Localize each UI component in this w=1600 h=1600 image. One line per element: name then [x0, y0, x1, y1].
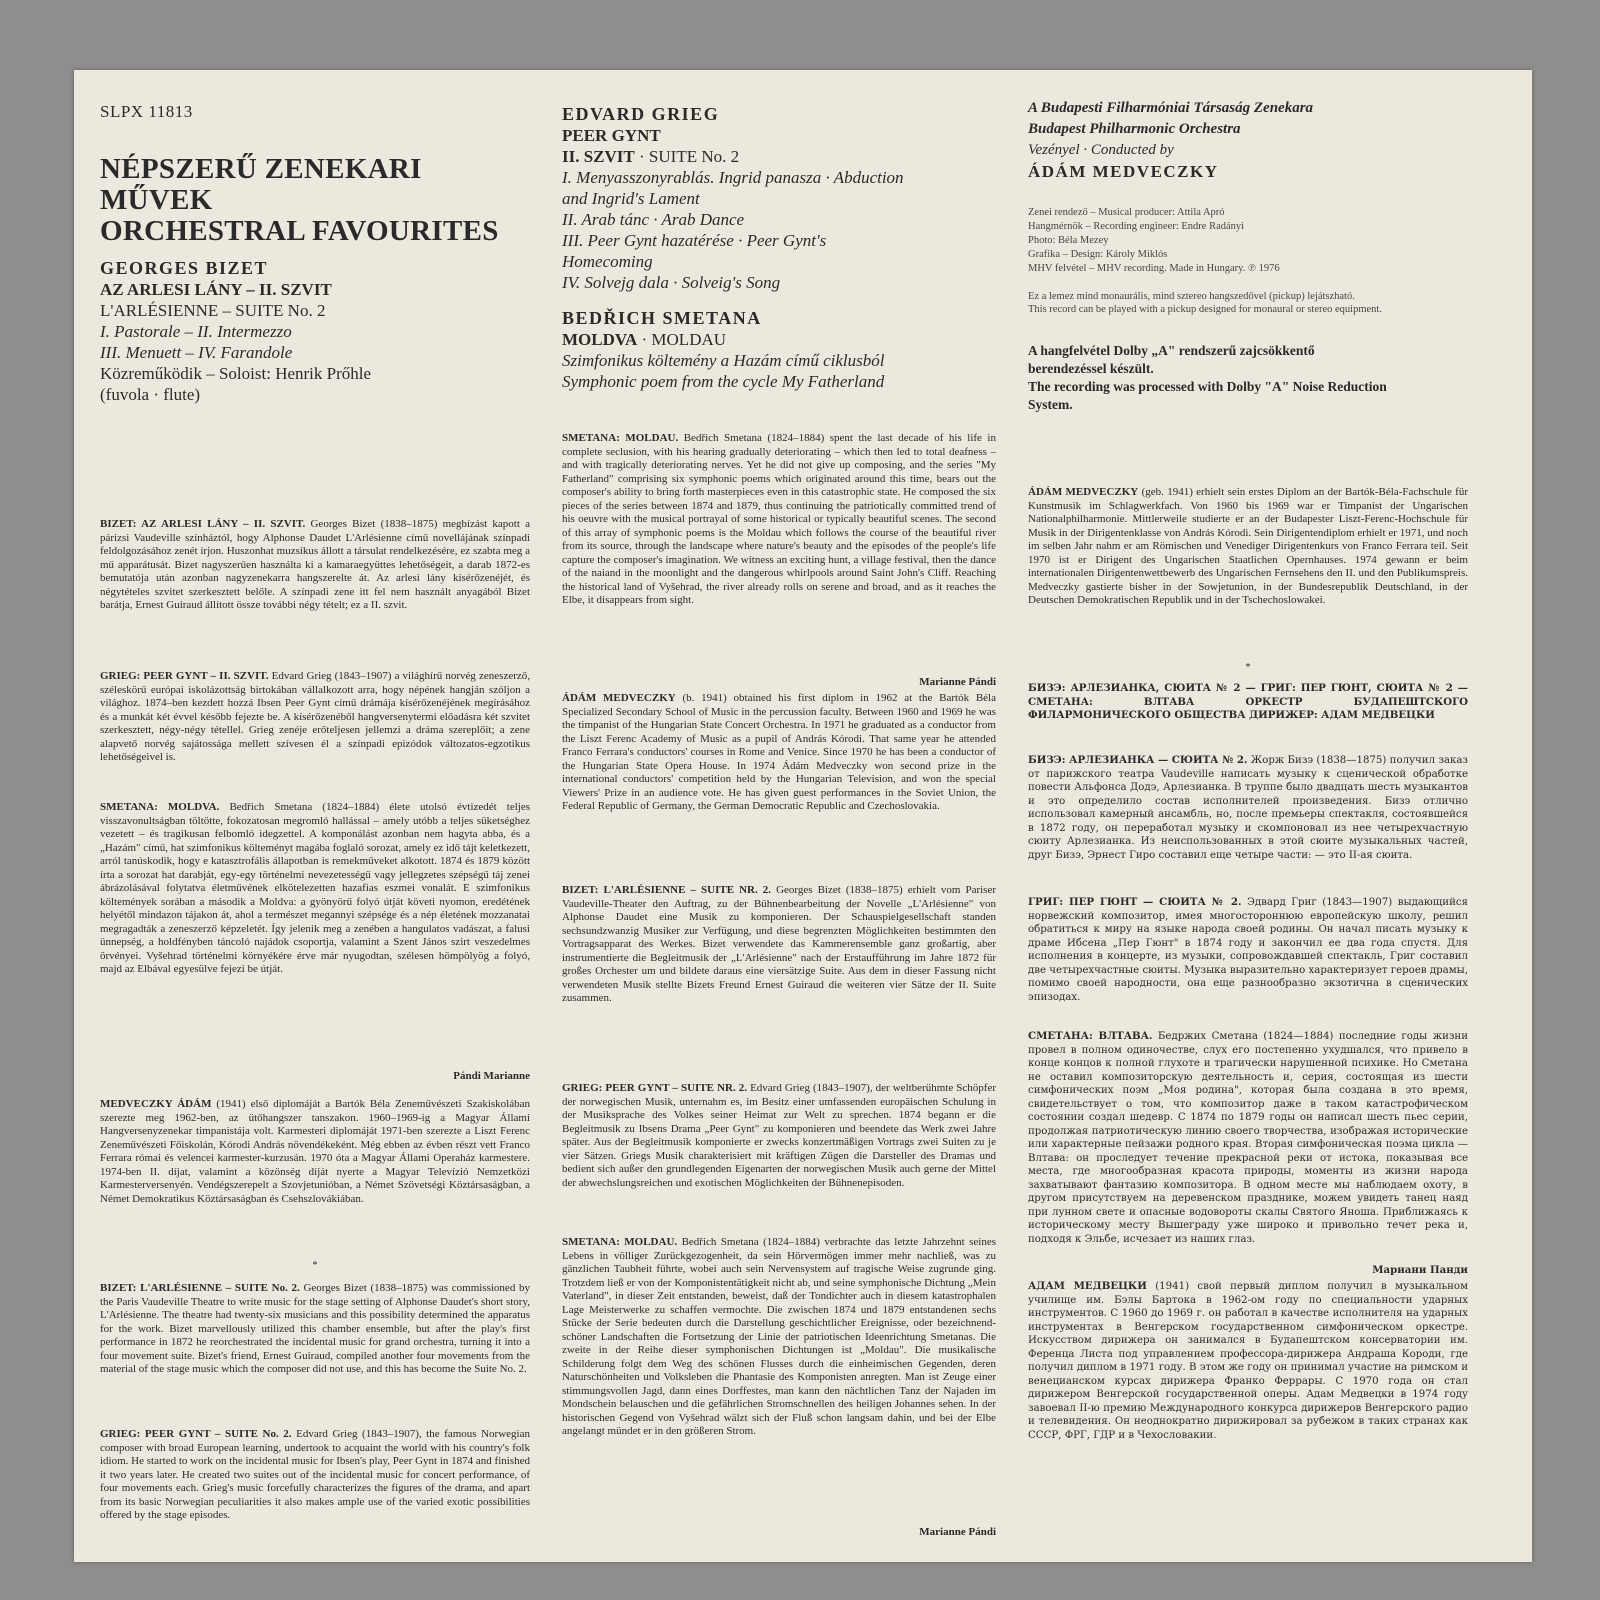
ru-grieg-note: ГРИГ: ПЕР ГЮНТ — СЮИТА № 2. Эдвард Григ (1843—1907) выдающийся норвежский композитор, имея многостороннюю европейскую школу, решил обратиться к миру на языке народа своей родины. Он начал писать музыку к драме Ибсена „Пер Гюнт" в 1874 году и закончил ее два года спустя. Для исполнения в концерте, из музыки, сопровождавшей спектакль, Григ составил две четырехчастные сюиты. Музыка выразительно характеризует героев драмы, помимо своей народности, она еще разнообразно экзотична в сценических эпизодах. [1028, 896, 1468, 1003]
ru-bizet-note: БИЗЭ: АРЛЕЗИАНКА — СЮИТА № 2. Жорж Бизэ (1838—1875) получил заказ от парижского театра Vaudeville написать музыку к сценической обработке повести Альфонса Додэ, Арлезианка. В труппе было двадцать шесть музыкантов и это определило состав исполнителей произведения. Бизэ отлично использовал камерный ансамбль, но, после премьеры спектакля, состоявшейся в 1872 году, он переработал музыку и скомпоновал из нее четырехчастную сюиту Арлезианка. Из неиспользованных в этой сюите музыкальных частей, друг Бизэ, Эрнест Гиро составил еще четыре части: — это II-ая сюита. [1028, 754, 1468, 861]
bizet-program [100, 258, 371, 405]
ru-header: БИЗЭ: АРЛЕЗИАНКА, СЮИТА № 2 — ГРИГ: ПЕР ГЮНТ, СЮИТА № 2 — СМЕТАНА: ВЛТАВА ОРКЕСТР БУДАПЕШТСКОГО ФИЛАРМОНИЧЕСКОГО ОБЩЕСТВА ДИРИЖЕР: АДАМ МЕДВЕЦКИ [1028, 682, 1468, 721]
grieg-movement-2: II. Arab tánc · Arab Dance [562, 210, 745, 229]
de-medveczky-note: ÁDÁM MEDVECZKY (geb. 1941) erhielt sein erstes Diplom an der Bartók-Béla-Fachschule für Kunstmusik im Schlagwerkfach. Von 1960 bis 1969 war er Timpanist der Ungarischen Nationalphilharmonie. Mittlerweile studierte er an der Budapester Liszt-Ferenc-Hochschule für Musik in der Dirigentenklasse von András Kórodi. Sein Dirigentendiplom erhielt er 1971, und noch im selben Jahr nahm er am Römischen und Venediger Dirigentenkurs von Franco Ferrara teil. Seit 1970 ist er Dirigent des Ungarischen Staatlichen Opernhauses. 1974 gewann er beim internationalen Dirigentenwettbewerb des Ungarischen Fernsehens den II. und den Publikumspreis. Medveczky gastierte bisher in der Sowjetunion, in der Bundesrepublik Deutschland, in der Deutschen Demokratischen Republik und in der Tschechoslowakei. [1028, 486, 1468, 606]
hu-smetana-note: SMETANA: MOLDVA. Bedřich Smetana (1824–1884) élete utolsó évtizedét teljes visszavonultságban töltötte, fokozatosan megromló hallással – amely utóbb a teljes süketséghez vezetett – és tragikusan felbomló idegzettel. A komponálást azonban nem hagyta abba, és a „Hazám" című, hat szimfonikus költeményt magába foglaló sorozat, amely ez idő tájt keletkezett, arról tanúskodik, hogy e katasztrofális állapotban is remekműveket alkotott. 1874 és 1879 között írta a sorozat hat darabját, egy-egy történelmi nevezetességű vagy jellegzetes szépségű táj zenei ábrázolásával folytatva életművének elkötelezetten hazafias eszmei vonalát. E szimfonikus költemények sorában a második a Moldva: a gyönyörű folyó útját követi nyomon, eredétének helyétől mindazon tájakon át, ahol a természet megannyi szépsége és a nép életének mozzanatai megragadták a zeneszerző képzeletét. Így jelenik meg a zenében a hangulatos vadászat, a falusi ünnepség, a holdfényben táncoló najádok csoportja, valamint a Szent János szirt veszedelmes örvényei. Vyšehrad történelmi környékére érve már nyugodtan, szélesen hömpölyög a folyó, majd az Elbával egyesülve fejezi be útját. [100, 801, 530, 975]
credit-producer: Zenei rendező – Musical producer: Attila Apró [1028, 207, 1225, 218]
en-smetana-note: SMETANA: MOLDAU. Bedřich Smetana (1824–1884) spent the last decade of his life in complete seclusion, with his hearing gradually deteriorating – which then led to total deafness – and with tragically deteriorating nerves. Yet he did not give up composing, and the series "My Fatherland" comprising six symphonic poems which originated around this time, bears out the composer's ability to bring forth masterpieces even in this catastrophic state. He composed the six pieces of the series between 1874 and 1879, thus continuing the patriotically committed trend of his oeuvre with the musical portrayal of some historical or typically beautiful scenes. The second of this array of symphonic poems is the Moldau which follows the course of the beautiful river from its source, through the landscape where nature's beauty and the episodes of the people's life capture the composer's imagination. We witness an exciting hunt, a village festival, then the dance of the naiand in the moonlight and the dangerous whirlpools around Saint John's Cliff. Reaching the historical land of Vyšehrad, the river already rolls on serene and broad, and as it reaches the Elbe, it disappears from sight. [562, 432, 996, 606]
grieg-suite-en: · SUITE No. 2 [639, 147, 740, 166]
grieg-program [562, 104, 904, 293]
de-grieg-note: GRIEG: PEER GYNT – SUITE NR. 2. Edvard Grieg (1843–1907), der weltberühmte Schöpfer der norwegischen Musik, unternahm es, im Besitz einer umfassenden europäischen Schulung in der Musiksprache des Volkes seiner Heimat zur Welt zu sprechen. 1874 begann er die Begleitmusik zu Ibsens Drama „Peer Gynt" zu komponieren und beendete das Werk zwei Jahre später. Aus der Begleitmusik komponierte er zwecks konzertmäßigen Vortrags zwei Suiten zu je vier Sätzen. Griegs Musik charakterisiert mit kräftigen Zügen die Darsteller des Dramas und bedient sich außer den grundlegenden Eigenarten der norwegischen Musik auch gerne der Mittel der abwechslungsreichen und exotischen Möglichkeiten der Bühnenepisoden. [562, 1082, 996, 1189]
smetana-composer: BEDŘICH SMETANA [562, 308, 762, 328]
smetana-work-en: · MOLDAU [641, 330, 727, 349]
hu-medveczky-note: MEDVECZKY ÁDÁM (1941) első diplomáját a Bartók Béla Zeneművészeti Szakiskolában szerezte meg 1962-ben, az ütőhangszer tanszakon. 1960–1969-ig a Magyar Állami Hangversenyzenekar timpanistája volt. Karmesteri diplomáját 1971-ben szerezte a Liszt Ferenc Zeneművészeti Főiskolán, Kórodi András növendékeként. Még ebben az évben részt vett Franco Ferrara római és velencei karmester-kurzusán. 1970 óta a Magyar Állami Operaház karmestere. 1974-ben II. díjat, valamint a közönség díját nyerte a Magyar Televízió Nemzetközi Karmesterversenyén. Vendégszerepelt a Szovjetunióban, a Német Szövetségi Köztársaságban, a Német Demokratikus Köztársaságban és Csehszlovákiában. [100, 1098, 530, 1205]
bizet-movements-2: III. Menuett – IV. Farandole [100, 343, 293, 362]
bizet-instrument: (fuvola · flute) [100, 385, 201, 404]
grieg-movement-3a: III. Peer Gynt hazatérése · Peer Gynt's [562, 231, 827, 250]
ru-medveczky-note: АДАМ МЕДВЕЦКИ (1941) свой первый диплом получил в музыкальном училище им. Бэлы Бартока в 1962-ом году по специальности ударных инструментов. С 1960 до 1969 г. он работал в качестве исполнителя на ударных инструментах в Венгерском государственном симфоническом оркестре. Искусством дирижера он занимался в Будапештском консерватории им. Ференца Листа под управлением профессора-дирижера Андраша Короди, где получил диплом в 1971 году. В этом же году он принимал участие на римском и венецианском курсах дирижера Франко Феррары. С 1970 года он стал дирижером Венгерской государственной оперы. Адам Медвецки в 1974 году завоевал II-ю премию Международного конкурса дирижеров Венгерского радио и телевидения. Он неоднократно дирижировал за рубежом в таких странах как СССР, ФРГ, ГДР и в Чехословакии. [1028, 1280, 1468, 1441]
grieg-work: PEER GYNT [562, 126, 661, 145]
hu-bizet-note: BIZET: AZ ARLESI LÁNY – II. SZVIT. Georges Bizet (1838–1875) megbízást kapott a párizsi Vaudeville színháztól, hogy Alphonse Daudet L'Arlésienne című novellájának színpadi feldolgozásához zenét írjon. Huszonhat muzsikus állott a társulat rendelkezésére, ez szabta meg a mű apparátusát. Bizet nagyszerűen használta ki a kamaraegyüttes lehetőségeit, a darab 1872-es bemutatója után azonban nagyzenekarra hangszerelte át. Az arlesi lány kísérőzenéjét, és négytételes szvitet szerkesztett belőle. A színpadi zene itt fel nem használt anyagából Bizet barátja, Ernest Guiraud állított össze további négy tételt; ez a II. szvit. [100, 518, 530, 611]
smetana-program [562, 308, 884, 392]
dolby-note [1028, 342, 1388, 414]
dolby-note-en: The recording was processed with Dolby "A" Noise Reduction System. [1028, 379, 1387, 412]
pickup-note-hu: Ez a lemez mind monaurális, mind sztereo hangszedővel (pickup) lejátszható. [1028, 291, 1355, 302]
signature-de: Marianne Pándi [919, 1526, 996, 1538]
en-medveczky-note: ÁDÁM MEDVECZKY (b. 1941) obtained his first diplom in 1962 at the Bartók Béla Specialized Secondary School of Music in the percussion faculty. Between 1960 and 1969 he was the timpanist of the Hungarian State Concert Orchestra. In 1971 he graduated as a conductor from the Liszt Ferenc Academy of Music as a pupil of András Kórodi. That same year he attended Franco Ferrara's conductors' courses in Rome and Venice. Since 1970 he has been a conductor of the Hungarian State Opera House. In 1974 Ádám Medveczky won second prize in the international conductors' competition held by the Hungarian Television, and won the special Viewers' Prize in an audience vote. He has given guest performances in the Soviet Union, the Federal Republic of Germany, the German Democratic Republic and Czechoslovakia. [562, 692, 996, 812]
dolby-note-hu: A hangfelvétel Dolby „A" rendszerű zajcsökkentő berendezéssel készült. [1028, 343, 1315, 376]
pickup-note-en: This record can be played with a pickup designed for monaural or stereo equipment. [1028, 304, 1382, 315]
credit-engineer: Hangmérnök – Recording engineer: Endre Radányi [1028, 221, 1245, 232]
en-bizet-note: BIZET: L'ARLÉSIENNE – SUITE No. 2. Georges Bizet (1838–1875) was commissioned by the Paris Vaudeville Theatre to write music for the stage setting of Alphonse Daudet's short story, L'Arlésienne. The theatre had twenty-six musicians and this possibility determined the apparatus for the work. Bizet marvellously utilized this chamber ensemble, but after the play's first performance in 1872 he reorchestrated the incidental music for grand orchestra, turning it into a four movement suite. Bizet's friend, Ernest Guiraud, compiled another four movements from the material of the stage music which the composer did not use, and this has become the Suite No. 2. [100, 1282, 530, 1375]
signature-en: Marianne Pándi [919, 676, 996, 688]
bizet-work-en: L'ARLÉSIENNE – SUITE No. 2 [100, 301, 326, 320]
hu-grieg-note: GRIEG: PEER GYNT – II. SZVIT. Edvard Grieg (1843–1907) a világhírű norvég zeneszerző, széleskörű európai iskolázottság birtokában vállalkozott arra, hogy népének hangján szóljon a világhoz. 1874–ben kezdett hozzá Ibsen Peer Gynt című drámája kísérőzenéjének megírásához és a munkát két évvel később fejezte be. A kísérőzenéből hangversenytermi előadásra két szvitet szerkesztett, négy-négy tétellel. Grieg zenéje erőteljesen jellemzi a dráma szereplőit; a zene alapvető norvég sajátossága mellett szívesen él a színpadi epizódok változatos-egzotikus lehetőségeivel is. [100, 670, 530, 763]
catalog-number: SLPX 11813 [100, 102, 193, 121]
ru-smetana-note: СМЕТАНА: ВЛТАВА. Бедржих Сметана (1824—1884) последние годы жизни провел в полном одиночестве, слух его постепенно ухудшался, что привело в конце концов к полной глухоте и трагически нарушенной психике. Но Сметана не оставил композиторскую деятельность и, серия, состоящая из шести симфонических поэм „Моя родина", которая была создана в это время, свидетельствует о том, что композитор даже в таком катастрофическом состоянии создал шедевр. С 1874 по 1879 годы он написал шесть пьес серии, продолжая патриотическую линию своего творчества, изображая исторические или характерные пейзажи родного края. Вторая симфоническая поэма цикла — Влтава: он проследует течение прекрасной реки от истока, показывая все места, где многообразная красота природы, моменты из жизни народа захватывают фантазию композитора. В одном месте мы наблюдаем охоту, в другом присутствуем на деревенском празднике, можем увидеть танец наяд при лунном свете и опасные водовороты скалы Святого Яноша. Приближаясь к историческому месту Вышеграду уже широко и привольно течет река и, подходя к Эльбе, исчезает из наших глаз. [1028, 1030, 1468, 1245]
grieg-movement-1b: and Ingrid's Lament [562, 189, 700, 208]
credit-photo: Photo: Béla Mezey [1028, 235, 1109, 246]
smetana-desc-en: Symphonic poem from the cycle My Fatherland [562, 372, 885, 391]
conductor-name: ÁDÁM MEDVECZKY [1028, 162, 1219, 181]
de-bizet-note: BIZET: L'ARLÉSIENNE – SUITE NR. 2. Georges Bizet (1838–1875) erhielt vom Pariser Vaudeville-Theater den Auftrag, zu der Bühnenbearbeitung der Novelle „L'Arlésienne" von Alphonse Daudet eine Musik zu komponieren. Der Schauspielgesellschaft standen sechsundzwanzig Musiker zur Verfügung, und diese begrenzten Möglichkeiten bestimmten den Vortragsapparat des Werkes. Bizet verwendete das Kammerensemble ganz großartig, aber instrumentierte die Begleitmusik der „L'Arlésienne" nach der Erstaufführung im Jahre 1872 für großes Orchester um und bildete daraus eine viersätzige Suite. Aus dem in dieser Fassung nicht verwendeten Musik stellte Bizets Freund Ernest Guiraud die weiteren vier Sätze der II. Suite zusammen. [562, 884, 996, 1004]
bizet-soloist: Közreműködik – Soloist: Henrik Prőhle [100, 364, 372, 383]
credit-recording: MHV felvétel – MHV recording. Made in Hungary. ℗ 1976 [1028, 263, 1280, 274]
separator-star: * [312, 1260, 318, 1271]
title-line-2: MŰVEK [100, 184, 213, 216]
bizet-work-hu: AZ ARLESI LÁNY – II. SZVIT [100, 280, 332, 299]
credit-design: Grafika – Design: Károly Miklós [1028, 249, 1168, 260]
smetana-work-hu: MOLDVA [562, 330, 638, 349]
record-sleeve [74, 70, 1532, 1562]
orchestra-name-hu: A Budapesti Filharmóniai Társaság Zenekara [1028, 100, 1314, 116]
title-line-1: NÉPSZERŰ ZENEKARI [100, 153, 422, 185]
separator-star: * [1245, 662, 1251, 673]
grieg-movement-4: IV. Solvejg dala · Solveig's Song [562, 273, 781, 292]
signature-hu: Pándi Marianne [453, 1070, 530, 1082]
signature-ru: Мариани Панди [1372, 1264, 1468, 1276]
en-grieg-note: GRIEG: PEER GYNT – SUITE No. 2. Edvard Grieg (1843–1907), the famous Norwegian composer with broad European learning, undertook to acquaint the world with his country's folk idiom. He started to work on the incidental music for Ibsen's play, Peer Gynt in 1874 and finished it two years later. He created two suites out of the incidental music for concert performance, of four movements each. Grieg's music forcefully characterizes the figures of the drama, and apart from its basic Norwegian peculiarities it also makes ample use of the varied exotic possibilities offered by the stage episodes. [100, 1428, 530, 1521]
conducted-by-label: Vezényel · Conducted by [1028, 142, 1174, 158]
album-title [100, 154, 499, 247]
production-credits [1028, 206, 1280, 276]
grieg-composer: EDVARD GRIEG [562, 104, 720, 124]
de-smetana-note: SMETANA: MOLDAU. Bedřich Smetana (1824–1884) verbrachte das letzte Jahrzehnt seines Lebens in völliger Zurückgezogenheit, da sein Hörvermögen immer mehr nachließ, was zu gänzlichen Taubheit führte, wobei auch sein Nervensystem auf tragische Weise zugrunde ging. Trotzdem ließ er von der Komponistentätigkeit nicht ab, und seine symphonische Dichtung „Mein Vaterland", in dieser Zeit entstanden, beweist, daß der Tondichter auch in diesem katastrophalen Lage Meisterwerke zu schaffen vermochte. Die zwischen 1874 und 1879 entstandenen sechs Stücke der Serie bedeuten durch die Darstellung geschichtlicher Ereignisse, oder bezeichnend-schöner Landschaften die Fortsetzung der Linie der patriotischen Ideenrichtung Smetanas. Die zweite in der Reihe dieser symphonischen Dichtungen ist „Moldau". Die musikalische Schilderung folgt dem Weg des schönen Flusses durch die einheimischen Gegenden, deren Naturschönheiten und Volksleben die Phantasie des Komponisten anregten. Man ist Zeuge einer stimmungsvollen Jagd, dann eines Dorffestes, man kann den nächtlichen Tanz der Najaden im Mondschein belauschen und die gefährlichen Stromschnellen des heiligen Johannes sehen. In der historischen Gegend von Vyšehrad wälzt sich der Fluß schon langsam dahin, und bei der Elbe angelangt mündet er in den größeren Strom. [562, 1236, 996, 1437]
grieg-movement-1a: I. Menyasszonyrablás. Ingrid panasza · Abduction [562, 168, 904, 187]
bizet-composer: GEORGES BIZET [100, 258, 269, 278]
grieg-suite-hu: II. SZVIT [562, 147, 635, 166]
orchestra-name-en: Budapest Philharmonic Orchestra [1028, 121, 1241, 137]
bizet-movements-1: I. Pastorale – II. Intermezzo [100, 322, 292, 341]
pickup-note [1028, 290, 1468, 316]
orchestra-block [1028, 98, 1313, 182]
grieg-movement-3b: Homecoming [562, 252, 653, 271]
title-line-3: ORCHESTRAL FAVOURITES [100, 215, 499, 247]
smetana-desc-hu: Szimfonikus költemény a Hazám című ciklusból [562, 351, 885, 370]
